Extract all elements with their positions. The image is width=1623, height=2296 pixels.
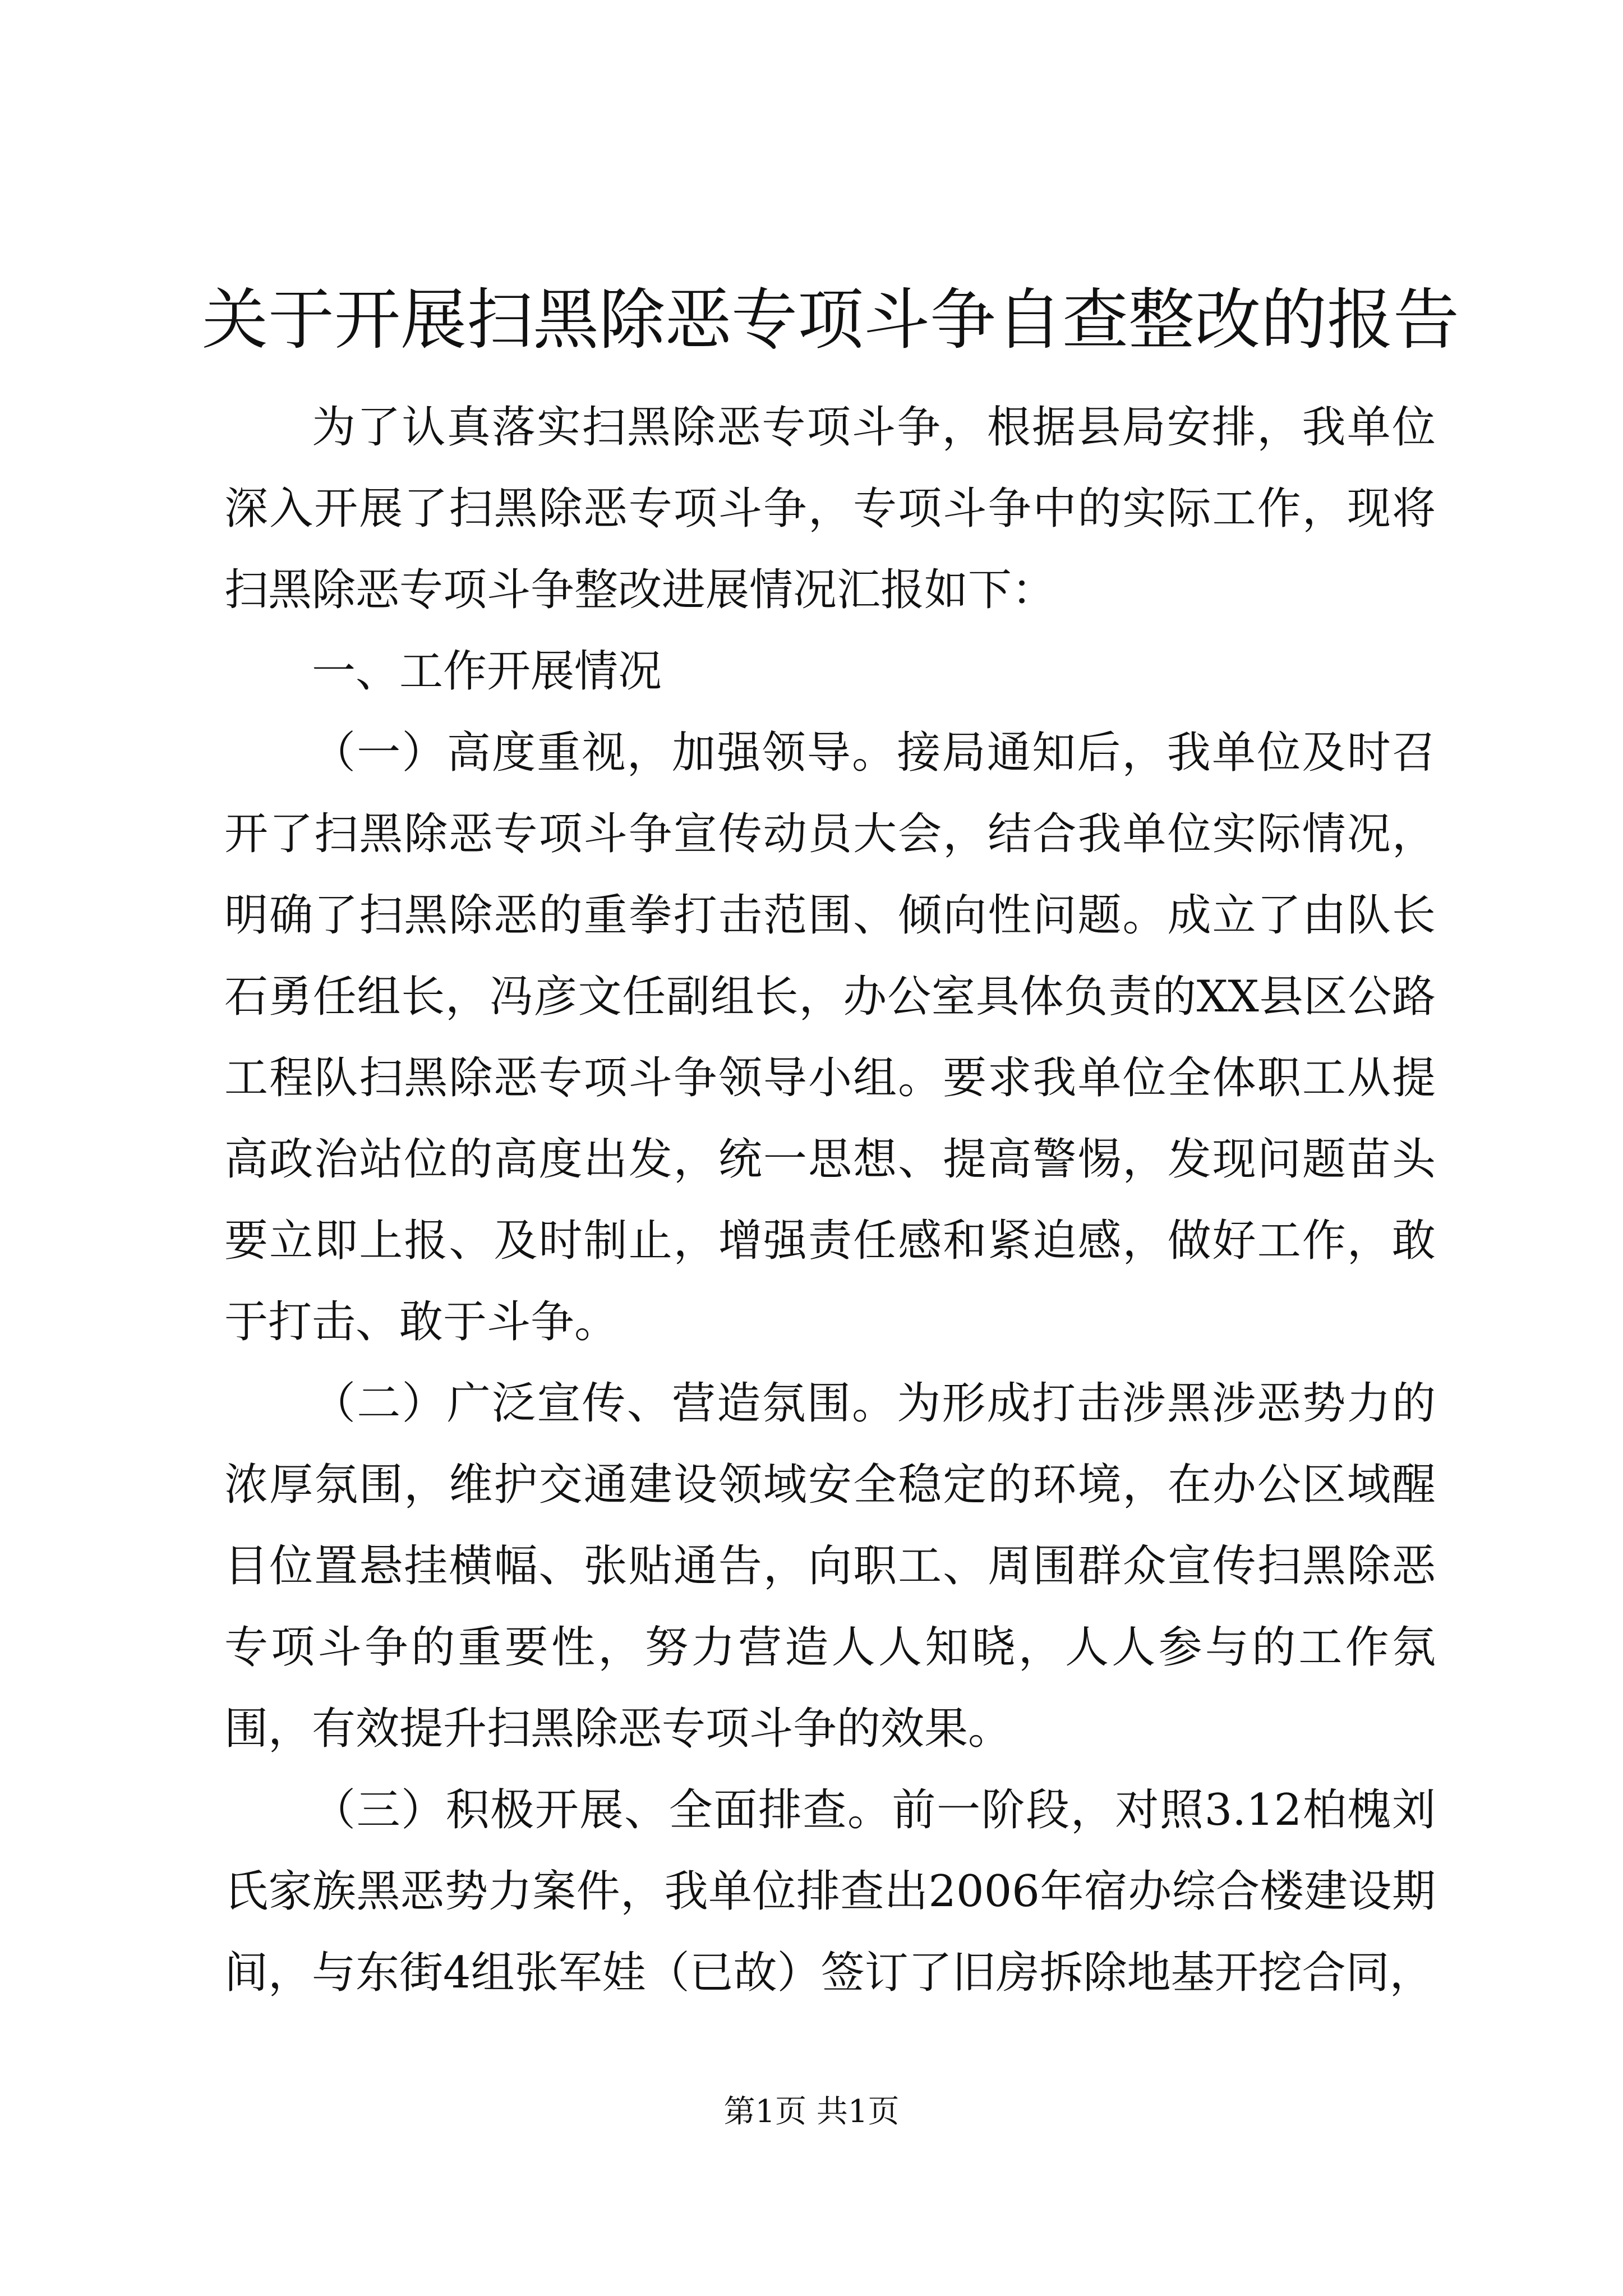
paragraph-1: （一）高度重视，加强领导。接局通知后，我单位及时召开了扫黑除恶专项斗争宣传动员大会，结合我单位实际情况，明确了扫黑除恶的重拳打击范围、倾向性问题。成立了由队长石勇任组长，冯彦文任副组长，办公室具体负责的XX县区公路工程队扫黑除恶专项斗争领导小组。要求我单位全体职工从提高政治站位的高度出发，统一思想、提高警惕，发现问题苗头要立即上报、及时制止，增强责任感和紧迫感，做好工作，敢于打击、敢于斗争。 — [224, 728, 1436, 1347]
paragraph-2: （二）广泛宣传、营造氛围。为形成打击涉黑涉恶势力的浓厚氛围，维护交通建设领域安全稳定的环境，在办公区域醒目位置悬挂横幅、张贴通告，向职工、周围群众宣传扫黑除恶专项斗争的重要性，努力营造人人知晓，人人参与的工作氛围，有效提升扫黑除恶专项斗争的效果。 — [224, 1378, 1436, 1754]
section-heading: 一、工作开展情况 — [312, 646, 662, 697]
document-title: 关于开展扫黑除恶专项斗争自查整改的报告 — [202, 281, 1460, 358]
document-body — [224, 387, 1436, 2014]
paragraph-3: （三）积极开展、全面排查。前一阶段，对照3.12柏槐刘氏家族黑恶势力案件，我单位排查出2006年宿办综合楼建设期间，与东街4组张军娃（已故）签订了旧房拆除地基开挖合同， — [224, 1785, 1436, 1998]
intro-paragraph: 为了认真落实扫黑除恶专项斗争，根据县局安排，我单位深入开展了扫黑除恶专项斗争，专项斗争中的实际工作，现将扫黑除恶专项斗争整改进展情况汇报如下： — [224, 402, 1436, 615]
page-footer: 第1页 共1页 — [723, 2093, 900, 2130]
